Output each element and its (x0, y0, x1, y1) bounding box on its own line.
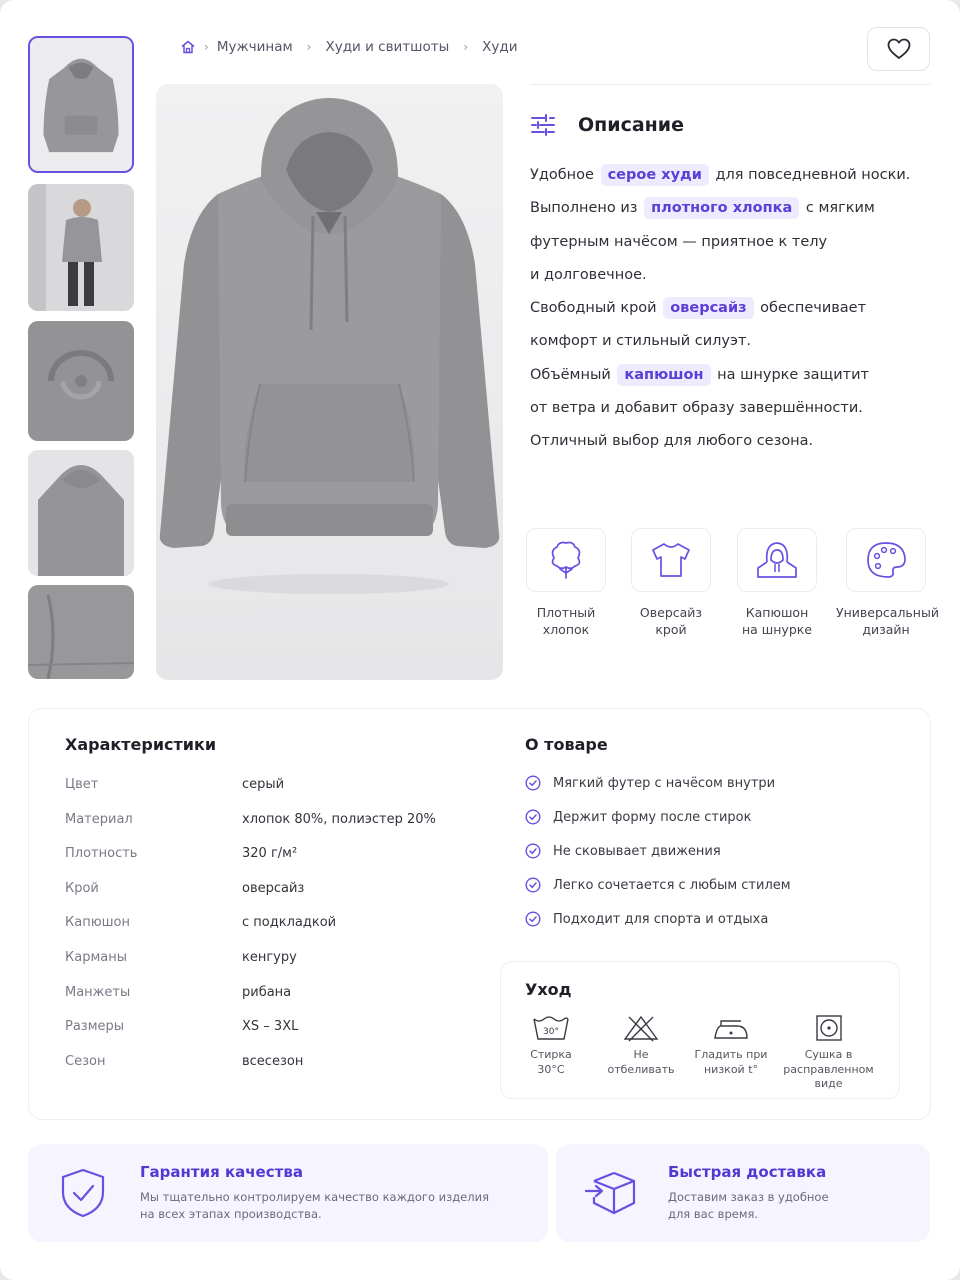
care-label-line2: отбеливать (607, 1062, 675, 1076)
hood-icon (755, 540, 799, 580)
spec-value: хлопок 80%, полиэстер 20% (242, 811, 436, 827)
about-title: О товаре (525, 735, 608, 754)
wash-temp-badge: 30° (543, 1027, 559, 1037)
spec-row (65, 1019, 485, 1034)
spec-row (65, 915, 485, 930)
spec-value: с подкладкой (242, 915, 337, 931)
care-label-line2: расправленном (783, 1062, 874, 1076)
feature-label-line2: на шнурке (742, 622, 812, 637)
description-text (530, 160, 930, 460)
description-line (530, 393, 930, 426)
promo-title: Быстрая доставка (668, 1163, 827, 1181)
iron-icon (711, 1014, 751, 1042)
care-label-line2: низкой t° (703, 1062, 759, 1076)
wash-30-icon (531, 1014, 571, 1042)
care-label-line1: Гладить при (694, 1048, 768, 1061)
description-highlight-tag: плотного хлопка (644, 197, 799, 219)
description-text-part: на шнурке защитит (717, 366, 869, 383)
breadcrumb-separator: › (204, 40, 209, 54)
spec-row (65, 846, 485, 861)
breadcrumb-item-hoodies[interactable]: Худи (482, 39, 518, 55)
care-item-no-bleach (596, 1014, 686, 1077)
spec-value: XS – 3XL (242, 1019, 299, 1035)
thumbnail-front[interactable] (28, 36, 134, 173)
model-wearing-hoodie-image (28, 184, 134, 311)
spec-row (65, 1054, 485, 1069)
about-item-text: Подходит для спорта и отдыха (553, 911, 769, 927)
check-circle-icon (525, 843, 541, 859)
header-divider (530, 84, 930, 85)
about-item (525, 911, 768, 927)
home-icon (180, 39, 196, 55)
care-label-line1: Сушка в (804, 1048, 853, 1061)
promo-desc-line2: для вас время. (668, 1207, 759, 1221)
care-title: Уход (525, 980, 572, 999)
feature-oversize (621, 528, 721, 638)
check-circle-icon (525, 877, 541, 893)
tshirt-icon (649, 540, 693, 580)
spec-row (65, 812, 485, 827)
spec-value: оверсайз (242, 880, 305, 896)
care-item-wash (506, 1014, 596, 1077)
description-line (530, 360, 930, 393)
description-highlight-tag: капюшон (617, 364, 710, 386)
spec-value: 320 г/м² (242, 846, 298, 862)
fast-delivery-card (556, 1144, 930, 1242)
breadcrumb-separator: › (463, 40, 469, 54)
thumbnail-fabric-swirl[interactable] (28, 321, 134, 441)
spec-key: Карманы (65, 950, 127, 965)
about-item-text: Держит форму после стирок (553, 809, 752, 825)
about-item (525, 775, 775, 791)
cotton-icon (544, 540, 588, 580)
box-delivery-icon (584, 1169, 638, 1217)
spec-key: Капюшон (65, 915, 130, 931)
about-item-text: Мягкий футер с начёсом внутри (553, 775, 776, 791)
spec-value: серый (242, 777, 285, 792)
spec-row (65, 985, 485, 1000)
description-text-part: футерным начёсом — приятное к телу (530, 233, 828, 250)
gray-hoodie-image (156, 84, 503, 680)
description-highlight-tag: серое худи (601, 164, 709, 186)
description-text-part: Выполнено из (530, 200, 638, 217)
feature-label-line1: Оверсайз (639, 605, 703, 620)
feature-hood (727, 528, 827, 638)
favorite-button[interactable] (867, 27, 930, 71)
care-label-line1: Не (633, 1048, 649, 1061)
promo-desc-line1: Мы тщательно контролируем качество каждого изделия (140, 1190, 490, 1204)
breadcrumb-item-men[interactable]: Мужчинам (216, 39, 293, 55)
description-line (530, 293, 930, 326)
description-header (530, 114, 684, 136)
description-line (530, 227, 930, 260)
check-circle-icon (525, 911, 541, 927)
description-text-part: от ветра и добавит образу завершённости. (530, 400, 863, 417)
spec-key: Размеры (65, 1019, 125, 1035)
about-item (525, 843, 721, 859)
description-highlight-tag: оверсайз (663, 297, 753, 319)
description-line (530, 193, 930, 226)
feature-cotton (516, 528, 616, 638)
feature-label-line1: Капюшон (745, 605, 809, 620)
thumbnail-model[interactable] (28, 184, 134, 311)
thumbnail-pocket[interactable] (28, 585, 134, 679)
feature-label-line1: Универсальный (836, 605, 939, 620)
fabric-swirl-image (28, 321, 134, 441)
spec-value: кенгуру (242, 950, 297, 965)
spec-value: всесезон (242, 1053, 304, 1069)
spec-value: рибана (242, 984, 292, 1000)
check-circle-icon (525, 809, 541, 825)
pocket-detail-image (28, 585, 134, 679)
feature-label-line2: дизайн (862, 622, 910, 637)
care-label-line3: виде (814, 1077, 843, 1090)
quality-guarantee-card (28, 1144, 548, 1242)
spec-row (65, 777, 485, 792)
spec-key: Материал (65, 811, 133, 827)
description-text-part: Объёмный (530, 366, 611, 383)
feature-label-line1: Плотный (536, 605, 596, 620)
feature-universal-design (836, 528, 939, 638)
care-item-iron (686, 1014, 776, 1077)
description-line (530, 426, 930, 459)
care-item-dry-flat (781, 1014, 876, 1092)
about-item-text: Легко сочетается с любым стилем (553, 877, 791, 893)
main-product-image[interactable] (156, 84, 503, 680)
description-text-part: Свободный крой (530, 300, 657, 317)
promo-title: Гарантия качества (140, 1163, 303, 1181)
spec-key: Сезон (65, 1053, 106, 1069)
spec-row (65, 881, 485, 896)
description-text-part: с мягким (805, 200, 875, 217)
promo-desc-line2: на всех этапах производства. (140, 1207, 322, 1221)
description-text-part: и долговечное. (530, 266, 647, 283)
description-text-part: для повседневной носки. (715, 167, 911, 183)
specs-title: Характеристики (65, 735, 217, 754)
about-item-text: Не сковывает движения (553, 843, 721, 859)
hoodie-front-thumb-image (30, 38, 132, 171)
thumbnail-back[interactable] (28, 450, 134, 576)
promo-desc-line1: Доставим заказ в удобное (668, 1190, 829, 1204)
spec-key: Крой (65, 880, 99, 896)
check-circle-icon (525, 775, 541, 791)
breadcrumb-separator: › (306, 40, 312, 54)
feature-label-line2: крой (655, 622, 687, 637)
about-item (525, 809, 752, 825)
spec-key: Манжеты (65, 984, 131, 1000)
spec-key: Плотность (65, 846, 138, 862)
spec-row (65, 950, 485, 965)
shield-check-icon (58, 1167, 108, 1219)
description-line (530, 160, 930, 193)
description-text-part: комфорт и стильный силуэт. (530, 333, 752, 350)
heart-icon (887, 38, 911, 60)
description-line (530, 326, 930, 359)
no-bleach-icon (621, 1014, 661, 1042)
description-title: Описание (578, 114, 685, 136)
description-line (530, 260, 930, 293)
palette-icon (864, 540, 908, 580)
dry-flat-icon (809, 1014, 849, 1042)
hoodie-back-image (28, 450, 134, 576)
about-item (525, 877, 791, 893)
sliders-icon (530, 114, 556, 136)
care-label-line1: Стирка (530, 1048, 572, 1061)
description-text-part: Отличный выбор для любого сезона. (530, 433, 814, 450)
care-section (500, 961, 900, 1099)
description-text-part: Удобное (530, 167, 594, 183)
feature-label-line2: хлопок (542, 622, 590, 637)
breadcrumb (180, 36, 518, 58)
product-details-card (28, 708, 931, 1120)
breadcrumb-home[interactable] (180, 39, 196, 55)
care-label-line2: 30°C (537, 1062, 565, 1076)
description-text-part: обеспечивает (760, 300, 867, 317)
spec-key: Цвет (65, 777, 99, 792)
breadcrumb-item-hoodies-sweatshirts[interactable]: Худи и свитшоты (325, 39, 450, 55)
